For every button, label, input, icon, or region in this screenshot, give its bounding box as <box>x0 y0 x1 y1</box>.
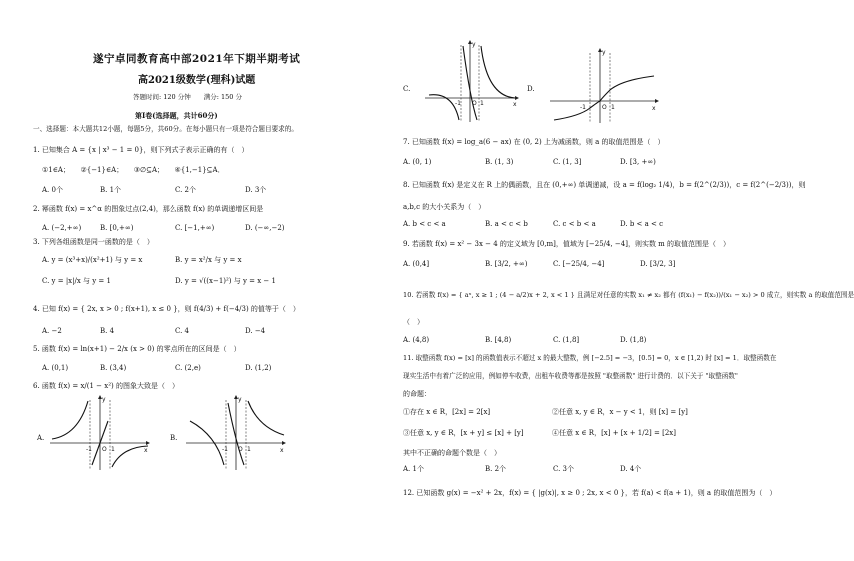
q10-paren: （ ） <box>403 318 424 326</box>
q10-option-b[interactable]: B. [4,8) <box>485 336 512 344</box>
q6-option-c[interactable]: C. <box>403 85 411 93</box>
q1-items: ①1∈A； ②{−1}∈A； ③∅⊆A； ④{1,−1}⊆A． <box>42 166 225 174</box>
svg-text:x: x <box>513 101 517 108</box>
q8-stem-2: a,b,c 的大小关系为（ ） <box>403 203 486 211</box>
exam-subtitle: 高2021级数学(理科)试题 <box>138 75 256 86</box>
svg-text:-1: -1 <box>222 446 228 453</box>
q1-option-d[interactable]: D. 3个 <box>245 186 267 194</box>
section-title: 第Ⅰ卷(选择题，共计60分) <box>135 111 218 120</box>
q2-option-a[interactable]: A. (−2,+∞) <box>42 224 82 232</box>
q10-option-d[interactable]: D. (1,8) <box>620 336 647 344</box>
q5-stem: 5. 函数 f(x) = ln(x+1) − 2/x (x > 0) 的零点所在的区间是（ ） <box>33 345 241 353</box>
q9-stem: 9. 若函数 f(x) = x² − 3x − 4 的定义域为 [0,m]，值域为 [−25/4, −4]，则实数 m 的取值范围是（ ） <box>403 240 731 248</box>
q7-option-c[interactable]: C. (1, 3] <box>553 158 582 166</box>
section-intro: 一、选择题：本大题共12小题，每题5分，共60分。在每小题只有一项是符合题目要求的。 <box>33 125 298 133</box>
q3-stem: 3. 下列各组函数是同一函数的是（ ） <box>33 238 154 246</box>
q8-option-c[interactable]: C. c < b < a <box>553 220 596 228</box>
q11-option-b[interactable]: B. 2个 <box>485 465 507 473</box>
svg-text:x: x <box>652 105 656 112</box>
svg-text:1: 1 <box>480 100 484 107</box>
q2-option-b[interactable]: B. [0,+∞) <box>100 224 134 232</box>
svg-text:y: y <box>472 41 476 48</box>
q6-graph-c[interactable] <box>425 40 520 122</box>
q2-option-d[interactable]: D. (−∞,−2) <box>245 224 285 232</box>
q11-stem: 11. 取整函数 f(x) = [x] 的函数值表示不超过 x 的最大整数，例 [−2.5] = −3，[0.5] = 0，x ∈ [1,2) 时 [x] = 1．取整函数在 <box>403 354 777 362</box>
q11-proposition-3: ③任意 x, y ∈ R，[x + y] ≤ [x] + [y] <box>403 429 524 437</box>
q10-option-a[interactable]: A. (4,8) <box>403 336 430 344</box>
q11-ask: 其中不正确的命题个数是（ ） <box>403 449 501 457</box>
q6-graph-a[interactable] <box>50 395 150 470</box>
q11-stem-2: 现实生活中有着广泛的应用，例如停车收费，出租车收费等都是按照 "取整函数" 进行计费的．以下关于 "取整函数" <box>403 372 738 380</box>
q3-option-a[interactable]: A. y = (x³+x)/(x²+1) 与 y = x <box>42 256 143 264</box>
q2-stem: 2. 幂函数 f(x) = x^α 的图象过点(2,4)，那么函数 f(x) 的单调递增区间是 <box>33 205 264 213</box>
q12-stem: 12. 已知函数 g(x) = −x² + 2x，f(x) = { |g(x)|, x ≥ 0 ; 2x, x < 0 }，若 f(a) < f(a + 1)，则 a 的取值范围为（ ） <box>403 489 777 497</box>
svg-text:x: x <box>144 447 148 454</box>
svg-text:y: y <box>102 396 106 403</box>
q11-proposition-2: ②任意 x, y ∈ R，x − y < 1，则 [x] = [y] <box>552 408 688 416</box>
q10-option-c[interactable]: C. (1,8] <box>553 336 580 344</box>
q1-option-c[interactable]: C. 2个 <box>175 186 197 194</box>
q4-option-a[interactable]: A. −2 <box>42 327 62 335</box>
svg-text:O: O <box>602 104 607 111</box>
svg-text:1: 1 <box>247 446 251 453</box>
svg-text:y: y <box>602 49 606 56</box>
q9-option-c[interactable]: C. [−25/4, −4] <box>553 260 605 268</box>
q8-option-b[interactable]: B. a < c < b <box>485 220 528 228</box>
q3-option-c[interactable]: C. y = |x|/x 与 y = 1 <box>42 277 111 285</box>
q8-option-d[interactable]: D. b < a < c <box>620 220 664 228</box>
q11-proposition-4: ④任意 x ∈ R，[x] + [x + 1/2] = [2x] <box>552 429 676 437</box>
q8-option-a[interactable]: A. b < c < a <box>403 220 446 228</box>
q4-option-b[interactable]: B. 4 <box>100 327 115 335</box>
q7-option-b[interactable]: B. (1, 3) <box>485 158 514 166</box>
q9-option-b[interactable]: B. [3/2, +∞) <box>485 260 528 268</box>
q7-option-a[interactable]: A. (0, 1) <box>403 158 432 166</box>
q5-option-c[interactable]: C. (2,e) <box>175 364 201 372</box>
q9-option-a[interactable]: A. (0,4] <box>403 260 430 268</box>
q11-stem-3: 的命题： <box>403 390 431 398</box>
q5-option-b[interactable]: B. (3,4) <box>100 364 127 372</box>
q6-option-b[interactable]: B. <box>170 434 178 442</box>
q2-option-c[interactable]: C. [−1,+∞) <box>175 224 215 232</box>
q11-option-c[interactable]: C. 3个 <box>553 465 575 473</box>
q3-option-d[interactable]: D. y = √((x−1)²) 与 y = x − 1 <box>175 277 276 285</box>
svg-text:-1: -1 <box>86 446 92 453</box>
svg-text:1: 1 <box>611 104 615 111</box>
q6-option-d[interactable]: D. <box>527 85 535 93</box>
q11-option-a[interactable]: A. 1个 <box>403 465 424 473</box>
q9-option-d[interactable]: D. [3/2, 3] <box>640 260 676 268</box>
q10-stem: 10. 若函数 f(x) = { aˣ, x ≥ 1 ; (4 − a/2)x + 2, x < 1 } 且满足对任意的实数 x₁ ≠ x₂ 都有 (f(x₁) − f(x₂))/(x₁ − x₂) > 0 成立，则实数 a 的取值范围是 <box>403 291 854 299</box>
svg-text:1: 1 <box>111 446 115 453</box>
q4-option-d[interactable]: D. −4 <box>245 327 266 335</box>
svg-text:O: O <box>102 446 107 453</box>
q3-option-b[interactable]: B. y = x²/x 与 y = x <box>175 256 242 264</box>
q6-option-a[interactable]: A. <box>37 434 45 442</box>
svg-text:y: y <box>238 396 242 403</box>
q11-proposition-1: ①存在 x ∈ R，[2x] = 2[x] <box>403 408 491 416</box>
q7-stem: 7. 已知函数 f(x) = log_a(6 − ax) 在 (0, 2) 上为减函数，则 a 的取值范围是（ ） <box>403 138 665 146</box>
q5-option-d[interactable]: D. (1,2) <box>245 364 272 372</box>
q6-graph-d[interactable] <box>550 48 660 123</box>
svg-text:O: O <box>238 446 243 453</box>
svg-text:-1: -1 <box>580 104 586 111</box>
svg-text:-1: -1 <box>455 100 461 107</box>
svg-text:O: O <box>472 100 477 107</box>
exam-title: 遂宁卓同教育高中部2021年下期半期考试 <box>93 53 301 65</box>
q6-stem: 6. 函数 f(x) = x/(1 − x²) 的图象大致是（ ） <box>33 382 179 390</box>
svg-text:x: x <box>280 447 284 454</box>
q11-option-d[interactable]: D. 4个 <box>620 465 642 473</box>
q4-option-c[interactable]: C. 4 <box>175 327 190 335</box>
q6-graph-b[interactable] <box>186 395 286 470</box>
q1-stem: 1. 已知集合 A = {x | x³ − 1 = 0}，则下列式子表示正确的有（ ） <box>33 146 249 154</box>
time-info: 答题时间: 120 分钟 满分: 150 分 <box>133 93 242 101</box>
q1-option-b[interactable]: B. 1个 <box>100 186 122 194</box>
q5-option-a[interactable]: A. (0,1) <box>42 364 69 372</box>
q8-stem: 8. 已知函数 f(x) 是定义在 R 上的偶函数，且在 (0,+∞) 单调递减，设 a = f(log₂ 1/4)，b = f(2^(2/3))，c = f(2^(−2/3))，则 <box>403 181 806 189</box>
q1-option-a[interactable]: A. 0个 <box>42 186 63 194</box>
q7-option-d[interactable]: D. [3, +∞) <box>620 158 656 166</box>
q4-stem: 4. 已知 f(x) = { 2x, x > 0 ; f(x+1), x ≤ 0 }，则 f(4/3) + f(−4/3) 的值等于（ ） <box>33 305 300 313</box>
